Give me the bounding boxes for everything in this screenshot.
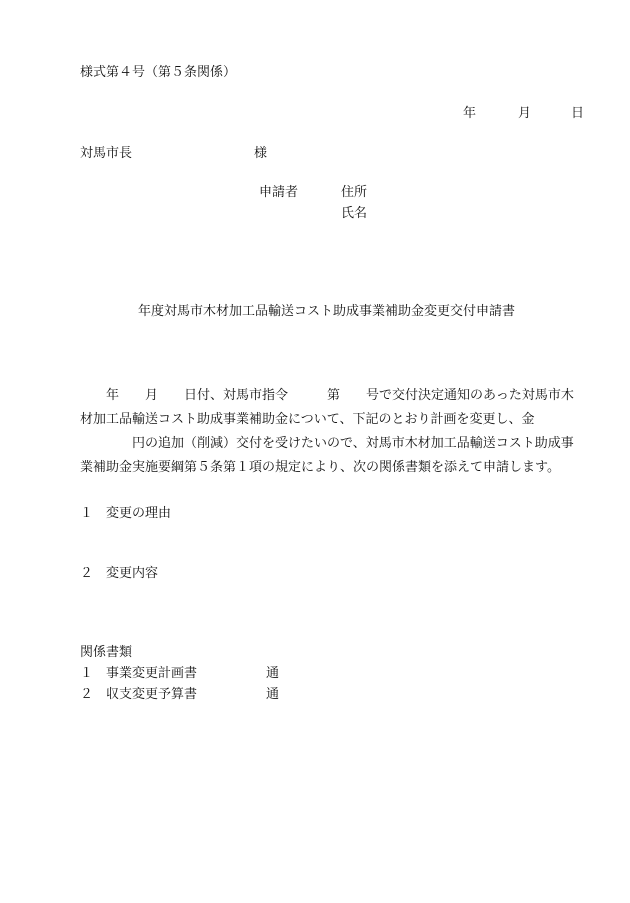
- document-row: [80, 667, 197, 680]
- date-day: 日: [571, 106, 585, 121]
- applicant-name-label: 氏名: [341, 206, 368, 221]
- document-number: １: [80, 666, 94, 681]
- body-line: 年 月 日付、対馬市指令 第 号で交付決定通知のあった対馬市木: [80, 388, 574, 403]
- item-label: 変更内容: [106, 566, 159, 581]
- applicant-label: 申請者: [259, 185, 299, 200]
- documents-heading: 関係書類: [80, 645, 133, 660]
- body-line: 材加工品輸送コスト助成事業補助金について、下記のとおり計画を変更し、金: [80, 412, 535, 427]
- item-number: １: [80, 506, 94, 521]
- date-year: 年: [463, 106, 477, 121]
- date-month: 月: [518, 106, 532, 121]
- document-name: 事業変更計画書: [106, 666, 198, 681]
- body-paragraph: [80, 384, 588, 480]
- addressee-name: 対馬市長: [80, 146, 133, 161]
- body-line: 円の追加（削減）交付を受けたいので、対馬市木材加工品輸送コスト助成事: [80, 436, 574, 451]
- item-number: ２: [80, 566, 94, 581]
- item-change-content: [80, 567, 158, 580]
- addressee-honorific: 様: [254, 146, 268, 161]
- document-unit: 通: [266, 666, 280, 681]
- document-title: 年度対馬市木材加工品輸送コスト助成事業補助金変更交付申請書: [138, 304, 516, 319]
- item-label: 変更の理由: [106, 506, 172, 521]
- form-number: 様式第４号（第５条関係）: [80, 65, 237, 80]
- document-number: ２: [80, 687, 94, 702]
- document-row: [80, 688, 197, 701]
- applicant-address-label: 住所: [341, 185, 368, 200]
- body-line: 業補助金実施要綱第５条第１項の規定により、次の関係書類を添えて申請します。: [80, 460, 560, 475]
- document-name: 収支変更予算書: [106, 687, 198, 702]
- item-change-reason: [80, 507, 171, 520]
- document-unit: 通: [266, 687, 280, 702]
